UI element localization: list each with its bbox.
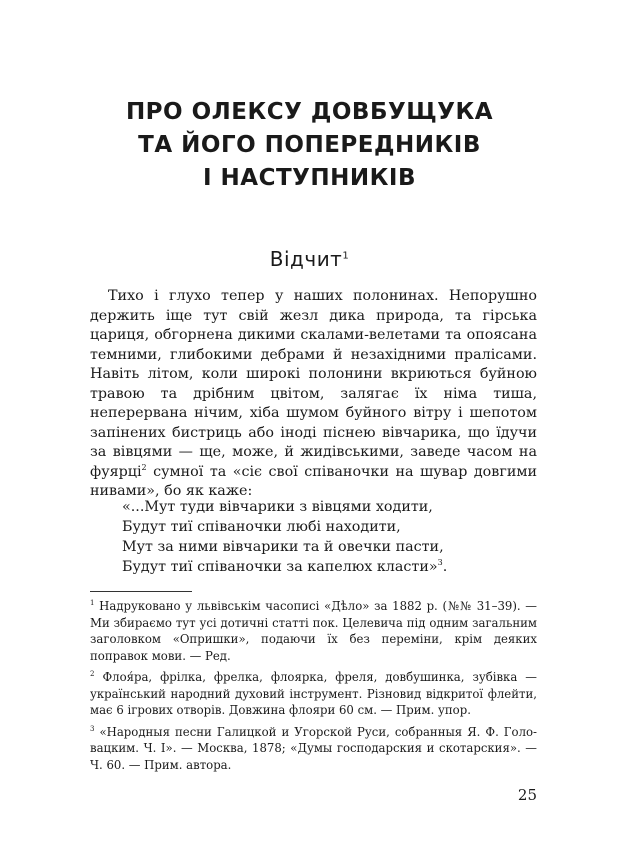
body-paragraph bbox=[90, 287, 537, 502]
footnote-ref-3: 3 bbox=[437, 558, 443, 568]
footnote-2-text: Флоя́ра, фрілка, фрелка, флоярка, фреля, довбушинка, зубівка — український народний духовий інструмент. Різновид відкритої флейти, має 6 ігрових отворів. Довжина флояри 60 см. — Прим. упор. bbox=[90, 670, 537, 717]
poem-line-4-end: . bbox=[442, 559, 448, 575]
footnote-2 bbox=[90, 669, 537, 719]
poem-line-4 bbox=[122, 557, 532, 577]
footnote-1 bbox=[90, 598, 537, 664]
footnote-divider bbox=[90, 591, 192, 592]
chapter-title bbox=[60, 96, 559, 195]
footnote-ref-2: 2 bbox=[141, 462, 147, 472]
paragraph-part-1: Тихо і глухо тепер у наших полонинах. Непорушно держить іще тут свій жезл дика природа, та гірська цариця, обгорнена дикими скалами-велетами та опоясана темними, глибокими дебрами й незахідними пралісами. Навіть літом, коли широкі полонини вкриються буйною травою та дрібним цвітом, залягає їх німа тиша, неперервана нічим, хіба шумом буйного вітру і шепотом запінених бистриць або іноді піснею вівчарика, що їдучи за вівцями — ще, може, й жидівськими, заведе часом на фуярці bbox=[90, 288, 537, 480]
footnote-3-text: «Народныя песни Галицкой и Угорской Руси, собранныя Я. Ф. Головацким. Ч. I». — Москва, 1878; «Думы господарския и скотарския». — Ч. 60. — Прим. автора. bbox=[90, 724, 537, 772]
footnotes bbox=[90, 598, 537, 778]
chapter-title-line-2: ТА ЙОГО ПОПЕРЕДНИКІВ bbox=[138, 132, 481, 158]
footnote-3 bbox=[90, 724, 537, 774]
poem-line-1: «...Мут туди вівчарики з вівцями ходити, bbox=[122, 499, 433, 515]
poem-line-4-text: Будут тиї співаночки за капелюх класти» bbox=[122, 559, 438, 575]
section-heading-text: Відчит bbox=[269, 247, 343, 271]
footnote-1-text: Надруковано у львівськім часописі «Дѣло» за 1882 р. (№№ 31–39). — Ми збираємо тут усі дотичні статті пок. Целевича під одним загальним заголовком «Опришки», подаючи їх без переміни, крім деяких поправок мови. — Ред. bbox=[90, 599, 537, 663]
chapter-title-line-1: ПРО ОЛЕКСУ ДОВБУЩУКА bbox=[125, 99, 494, 125]
paragraph-text bbox=[90, 287, 537, 502]
footnote-2-mark: 2 bbox=[90, 670, 95, 679]
footnote-3-mark: 3 bbox=[90, 724, 95, 733]
section-heading bbox=[60, 247, 559, 271]
footnote-ref-1: 1 bbox=[342, 250, 350, 262]
chapter-title-line-3: І НАСТУПНИКІВ bbox=[202, 165, 417, 191]
poem-line-3: Мут за ними вівчарики та й овечки пасти, bbox=[122, 539, 444, 555]
poem-quote bbox=[122, 497, 532, 577]
footnote-1-mark: 1 bbox=[90, 599, 95, 608]
paragraph-part-2: сумної та «сіє свої співаночки на шувар довгими нивами», бо як каже: bbox=[90, 463, 537, 499]
page-number: 25 bbox=[517, 786, 537, 804]
poem-line-2: Будут тиї співаночки любі находити, bbox=[122, 519, 401, 535]
